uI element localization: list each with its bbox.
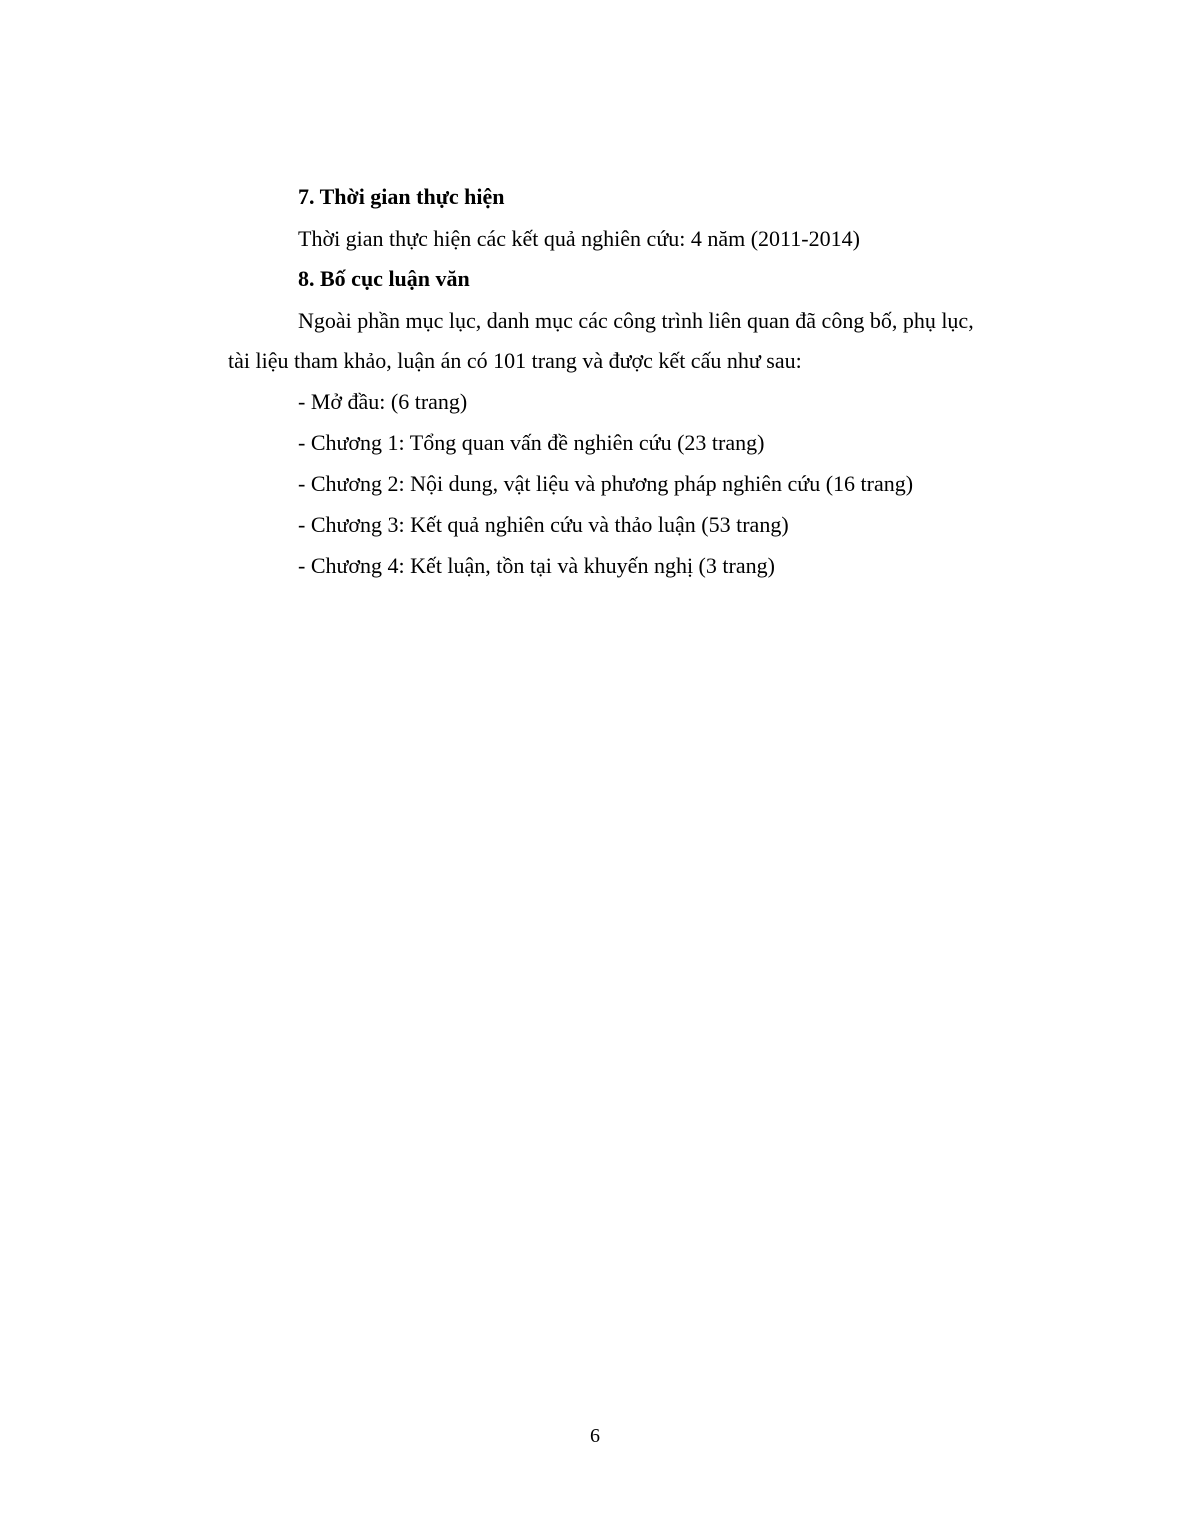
- list-item: - Chương 2: Nội dung, vật liệu và phương pháp nghiên cứu (16 trang): [298, 471, 914, 496]
- section-7-paragraph: Thời gian thực hiện các kết quả nghiên cứu: 4 năm (2011-2014): [298, 226, 860, 251]
- page-number: 6: [590, 1425, 600, 1447]
- list-item: - Chương 3: Kết quả nghiên cứu và thảo luận (53 trang): [298, 512, 789, 537]
- section-8-paragraph-line-2: tài liệu tham khảo, luận án có 101 trang và được kết cấu như sau:: [228, 348, 802, 373]
- section-8-heading: 8. Bố cục luận văn: [298, 266, 470, 291]
- list-item: - Chương 4: Kết luận, tồn tại và khuyến nghị (3 trang): [298, 553, 775, 578]
- section-8-paragraph-line-1: Ngoài phần mục lục, danh mục các công trình liên quan đã công bố, phụ lục,: [298, 308, 974, 333]
- section-7-heading: 7. Thời gian thực hiện: [298, 184, 505, 209]
- list-item: - Mở đầu: (6 trang): [298, 389, 468, 414]
- list-item: - Chương 1: Tổng quan vấn đề nghiên cứu (23 trang): [298, 430, 765, 455]
